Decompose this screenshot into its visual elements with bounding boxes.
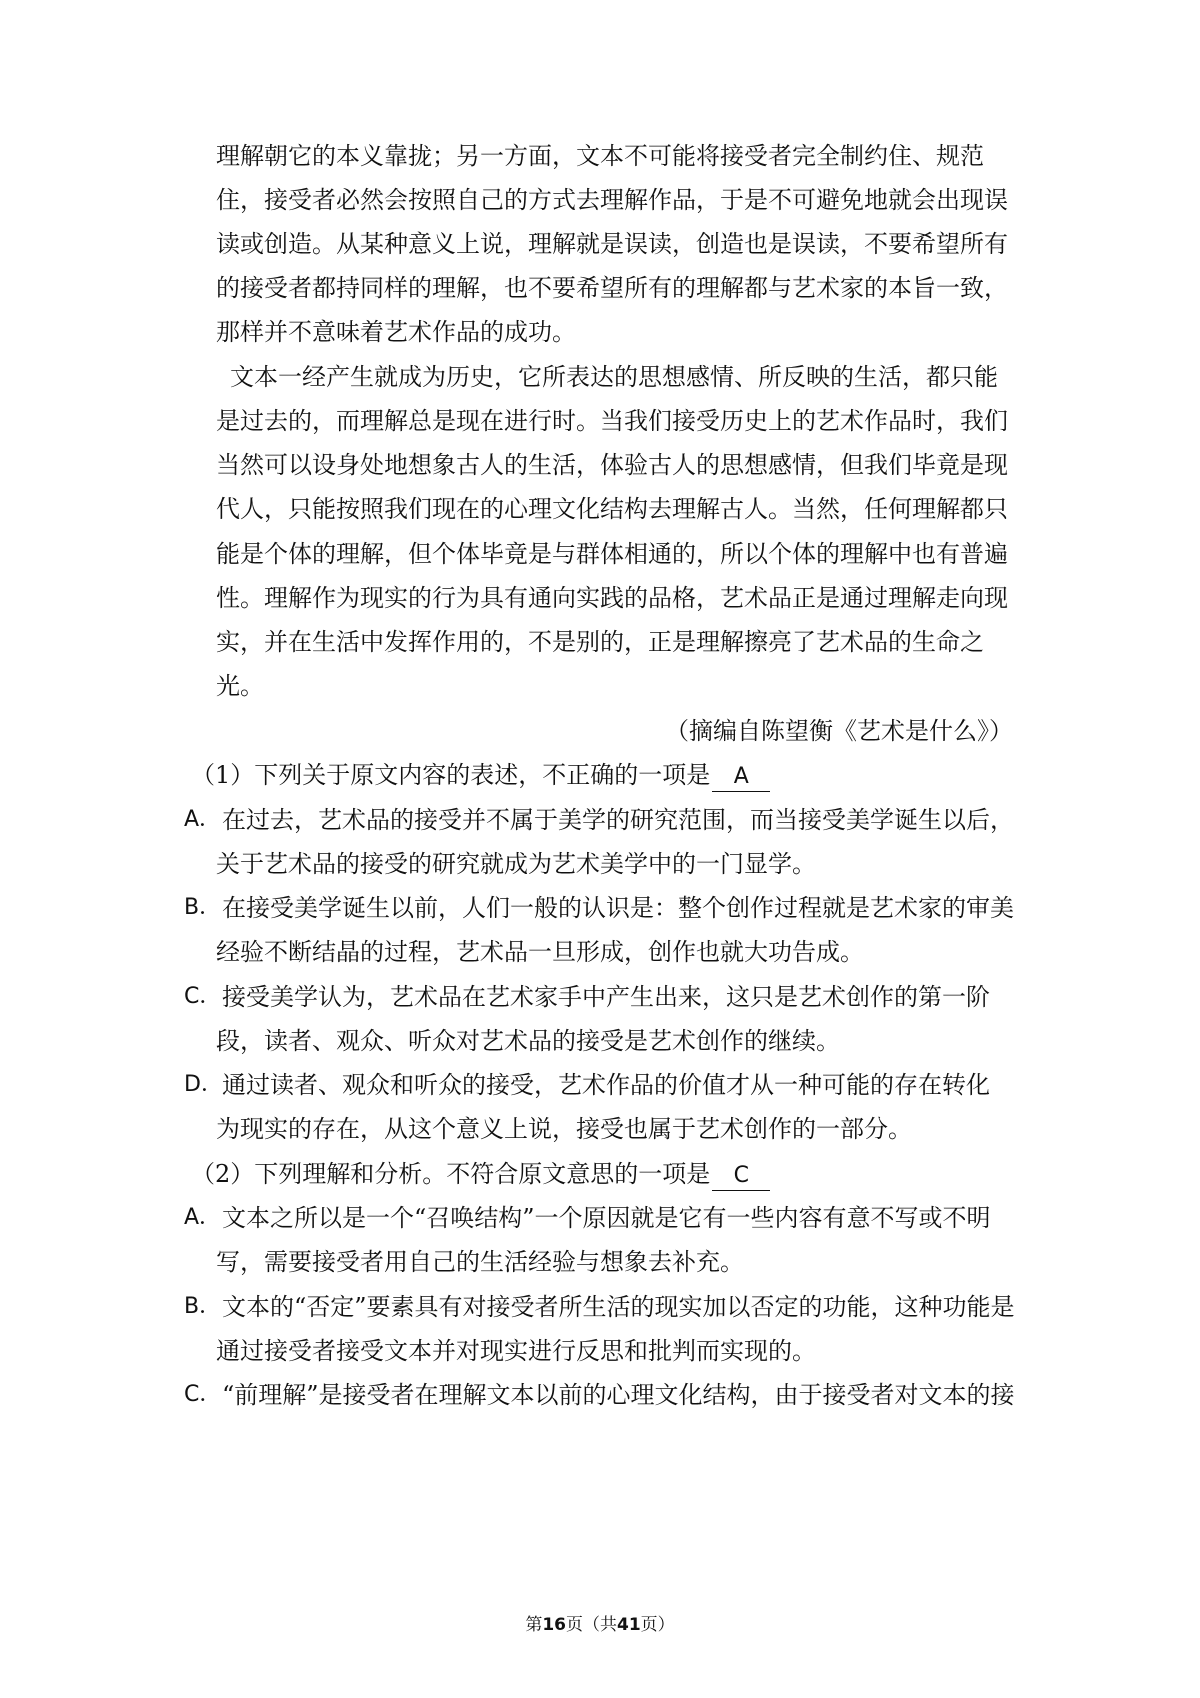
paragraph-line: 的接受者都持同样的理解，也不要希望所有的理解都与艺术家的本旨一致， [216, 274, 1008, 302]
option-line: “前理解”是接受者在理解文本以前的心理文化结构，由于接受者对文本的接 [222, 1381, 1015, 1409]
option-letter: B． [184, 895, 222, 920]
option-line: 通过接受者接受文本并对现实进行反思和批判而实现的。 [216, 1337, 816, 1365]
option-line: 段，读者、观众、听众对艺术品的接受是艺术创作的继续。 [216, 1027, 840, 1055]
paragraph-line: 是过去的，而理解总是现在进行时。当我们接受历史上的艺术作品时，我们 [216, 407, 1008, 435]
paragraph-line: 住，接受者必然会按照自己的方式去理解作品，于是不可避免地就会出现误 [216, 186, 1008, 214]
total-pages-number: 41 [617, 1615, 641, 1635]
paragraph-line: 那样并不意味着艺术作品的成功。 [216, 318, 576, 346]
option-line: 在接受美学诞生以前，人们一般的认识是：整个创作过程就是艺术家的审美 [222, 894, 1014, 922]
option-line: 通过读者、观众和听众的接受，艺术作品的价值才从一种可能的存在转化 [222, 1071, 990, 1099]
footer-suffix: 页） [640, 1615, 675, 1635]
option-line: 关于艺术品的接受的研究就成为艺术美学中的一门显学。 [216, 850, 816, 878]
option-line: 为现实的存在，从这个意义上说，接受也属于艺术创作的一部分。 [216, 1115, 912, 1143]
option-letter: C． [184, 984, 222, 1009]
option-letter: C． [184, 1382, 222, 1407]
question-stem-text: （1）下列关于原文内容的表述，不正确的一项是 [191, 761, 711, 789]
answer-blank: A [712, 763, 770, 792]
option-letter: B． [184, 1294, 222, 1319]
paragraph-line: 实，并在生活中发挥作用的，不是别的，正是理解擦亮了艺术品的生命之 [216, 628, 984, 656]
option-letter: A． [184, 807, 222, 832]
option-letter: A． [184, 1205, 222, 1230]
paragraph-line: 性。理解作为现实的行为具有通向实践的品格，艺术品正是通过理解走向现 [216, 584, 1008, 612]
paragraph-line: 当然可以设身处地想象古人的生活，体验古人的思想感情，但我们毕竟是现 [216, 451, 1008, 479]
paragraph-line: 理解朝它的本义靠拢；另一方面，文本不可能将接受者完全制约住、规范 [216, 142, 984, 170]
footer-middle: 页（共 [566, 1615, 617, 1635]
answer-blank: C [712, 1162, 770, 1191]
paragraph-line: 光。 [216, 672, 264, 700]
current-page-number: 16 [542, 1615, 566, 1635]
paragraph-line: 读或创造。从某种意义上说，理解就是误读，创造也是误读，不要希望所有 [216, 230, 1008, 258]
page-footer [0, 1614, 1200, 1636]
paragraph-line: 代人，只能按照我们现在的心理文化结构去理解古人。当然，任何理解都只 [216, 495, 1008, 523]
question-stem-text: （2）下列理解和分析。不符合原文意思的一项是 [191, 1160, 711, 1188]
footer-prefix: 第 [525, 1615, 543, 1635]
option-line: 写，需要接受者用自己的生活经验与想象去补充。 [216, 1248, 744, 1276]
question-stem [191, 759, 770, 791]
option-line: 在过去，艺术品的接受并不属于美学的研究范围，而当接受美学诞生以后， [222, 806, 1014, 834]
source-citation: （摘编自陈望衡《艺术是什么》） [665, 717, 1013, 745]
option-line: 文本的“否定”要素具有对接受者所生活的现实加以否定的功能，这种功能是 [222, 1293, 1015, 1321]
paragraph-line: 文本一经产生就成为历史，它所表达的思想感情、所反映的生活，都只能 [230, 363, 998, 391]
option-line: 经验不断结晶的过程，艺术品一旦形成，创作也就大功告成。 [216, 938, 864, 966]
option-letter: D． [184, 1072, 223, 1097]
question-stem [191, 1158, 770, 1190]
option-line: 接受美学认为，艺术品在艺术家手中产生出来，这只是艺术创作的第一阶 [222, 983, 990, 1011]
option-line: 文本之所以是一个“召唤结构”一个原因就是它有一些内容有意不写或不明 [222, 1204, 991, 1232]
paragraph-line: 能是个体的理解，但个体毕竟是与群体相通的，所以个体的理解中也有普遍 [216, 540, 1008, 568]
